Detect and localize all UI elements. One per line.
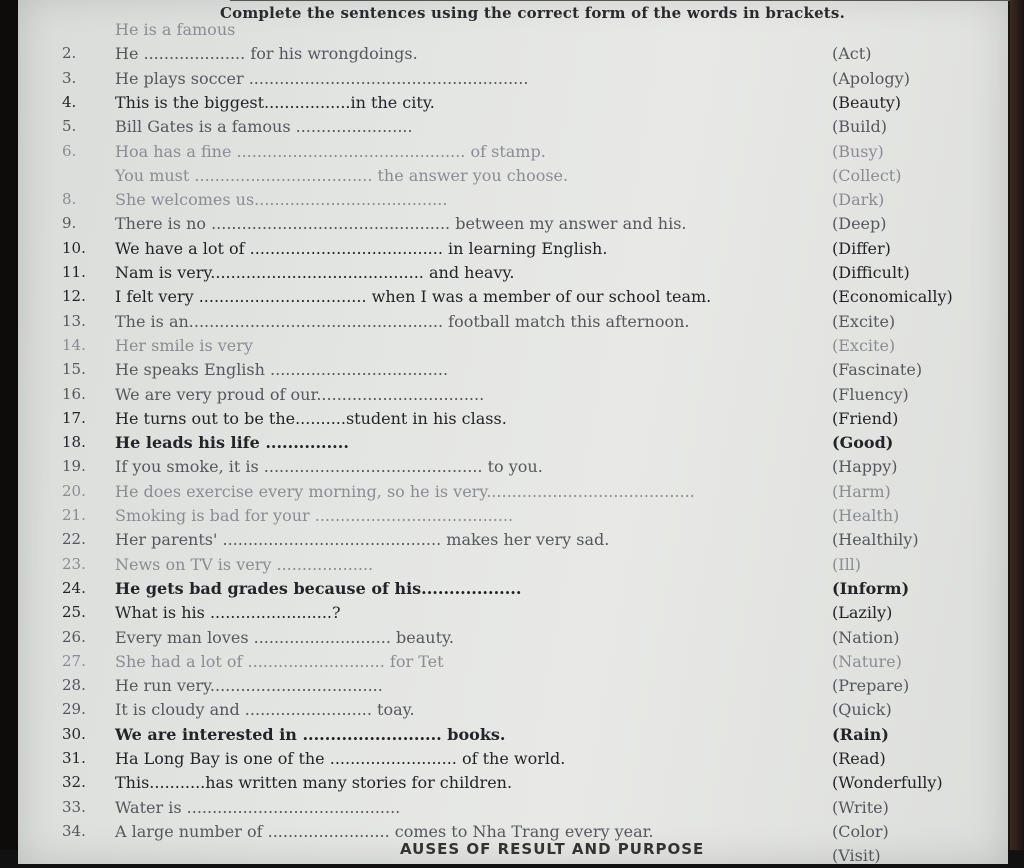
exercise-item (0, 360, 1000, 382)
item-sentence: Nam is very.......................................... and heavy. (115, 263, 515, 282)
item-sentence: The is an.................................................. football match this afternoon. (115, 311, 690, 331)
item-bracket-word: (Good) (832, 433, 894, 453)
item-bracket-word: (Health) (832, 506, 900, 525)
exercise-item (0, 482, 1000, 504)
item-number: 18. (62, 433, 86, 452)
item-number: 27. (62, 651, 86, 670)
item-number: 6. (62, 141, 77, 160)
item-bracket-word: (Nature) (832, 651, 902, 671)
item-sentence: She had a lot of ........................... for Tet (115, 651, 444, 671)
item-bracket-word: (Differ) (832, 238, 891, 258)
item-bracket-word: (Busy) (832, 141, 884, 161)
item-bracket-word: (Excite) (832, 311, 896, 331)
item-bracket-word: (Read) (832, 749, 886, 768)
exercise-item (0, 166, 1000, 188)
section-heading-cut-off: AUSES OF RESULT AND PURPOSE (400, 840, 705, 858)
item-bracket-word: (Happy) (832, 457, 898, 477)
item-sentence: There is no ............................................... between my answer and his. (115, 214, 687, 234)
item-bracket-word: (Economically) (832, 287, 953, 307)
item-sentence: He is a famous (115, 20, 236, 39)
item-bracket-word: (Quick) (832, 700, 892, 720)
item-sentence: We are interested in ......................... books. (115, 724, 506, 744)
exercise-item (0, 652, 1000, 674)
item-bracket-word: (Color) (832, 821, 889, 841)
item-sentence: Her smile is very (115, 335, 253, 355)
item-bracket-word: (Build) (832, 117, 888, 137)
exercise-item (0, 579, 1000, 601)
exercise-item (0, 798, 1000, 820)
item-number: 13. (62, 311, 86, 330)
exercise-item (0, 385, 1000, 407)
item-sentence: She welcomes us...................................... (115, 190, 448, 210)
item-bracket-word: (Deep) (832, 214, 887, 234)
exercise-item (0, 190, 1000, 212)
exercise-item (0, 700, 1000, 722)
item-sentence: He leads his life ............... (115, 433, 349, 453)
exercise-item (0, 142, 1000, 164)
photo-edge-right (1010, 0, 1024, 850)
item-number: 11. (62, 263, 86, 281)
item-number: 24. (62, 578, 86, 597)
item-bracket-word: (Act) (832, 44, 872, 64)
item-sentence: He .................... for his wrongdoings. (115, 44, 418, 64)
item-number: 33. (62, 797, 86, 816)
item-sentence: He gets bad grades because of his.................. (115, 578, 522, 598)
item-sentence: Ha Long Bay is one of the ......................... of the world. (115, 749, 566, 768)
item-bracket-word: (Nation) (832, 627, 900, 647)
exercise-item (0, 749, 1000, 771)
item-number: 12. (62, 287, 86, 306)
item-bracket-word: (Rain) (832, 724, 889, 744)
item-bracket-word: (Friend) (832, 408, 899, 428)
exercise-item (0, 20, 1000, 42)
exercise-item (0, 603, 1000, 625)
item-bracket-word: (Collect) (832, 165, 902, 185)
item-number: 2. (62, 44, 77, 63)
item-sentence: He run very.................................. (115, 676, 383, 696)
item-sentence: This...........has written many stories for children. (115, 773, 513, 793)
item-number: 19. (62, 457, 86, 476)
item-bracket-word: (Difficult) (832, 263, 910, 282)
exercise-item (0, 69, 1000, 91)
exercise-item (0, 239, 1000, 261)
item-bracket-word: (Excite) (832, 335, 896, 355)
exercise-item (0, 433, 1000, 455)
item-bracket-word: (Fascinate) (832, 360, 923, 380)
exercise-item (0, 93, 1000, 115)
item-number: 29. (62, 700, 86, 719)
item-sentence: We are very proud of our................................. (115, 384, 485, 404)
item-sentence: Hoa has a fine ............................................. of stamp. (115, 141, 546, 161)
item-bracket-word: (Beauty) (832, 92, 902, 112)
item-sentence: Bill Gates is a famous ....................... (115, 117, 413, 137)
item-bracket-word: (Fluency) (832, 384, 909, 404)
item-sentence: Smoking is bad for your ....................................... (115, 506, 514, 525)
exercise-item (0, 263, 1000, 285)
item-sentence: It is cloudy and ......................... toay. (115, 700, 415, 720)
item-number: 31. (62, 749, 86, 767)
item-number: 20. (62, 481, 86, 500)
item-bracket-word: (Ill) (832, 554, 862, 574)
item-number: 4. (62, 92, 77, 111)
item-sentence: He does exercise every morning, so he is very......................................... (115, 481, 695, 501)
item-sentence: What is his ........................? (115, 603, 341, 623)
item-number: 34. (62, 821, 86, 840)
item-number: 28. (62, 676, 86, 695)
item-sentence: You must ................................... the answer you choose. (115, 165, 569, 185)
item-bracket-word: (Healthily) (832, 530, 919, 550)
item-sentence: We have a lot of ...................................... in learning English. (115, 238, 608, 258)
item-number: 5. (62, 117, 77, 136)
item-number: 15. (62, 360, 86, 379)
exercise-item (0, 676, 1000, 698)
header-rule (230, 0, 1010, 1)
item-number: 21. (62, 506, 86, 524)
exercise-item (0, 725, 1000, 747)
item-number: 26. (62, 627, 86, 646)
item-sentence: He plays soccer ....................................................... (115, 68, 529, 88)
exercise-item (0, 312, 1000, 334)
item-number: 16. (62, 384, 86, 403)
item-bracket-word: (Apology) (832, 68, 910, 88)
item-bracket-word: (Lazily) (832, 603, 893, 623)
item-sentence: This is the biggest.................in the city. (115, 92, 435, 112)
item-number: 10. (62, 238, 86, 257)
item-sentence: A large number of ........................ comes to Nha Trang every year. (115, 821, 654, 841)
item-sentence: He speaks English ................................... (115, 360, 449, 380)
item-number: 23. (62, 554, 86, 573)
item-number: 32. (62, 773, 86, 792)
item-number: 22. (62, 530, 86, 549)
item-bracket-word: (Inform) (832, 578, 910, 598)
exercise-item (0, 506, 1000, 528)
item-sentence: News on TV is very ................... (115, 554, 374, 574)
item-number: 30. (62, 724, 86, 743)
item-sentence: Water is .......................................... (115, 797, 401, 817)
item-number: 3. (62, 68, 77, 87)
worksheet-title: Complete the sentences using the correct form of the words in brackets. (220, 4, 846, 22)
item-sentence: Her parents' ........................................... makes her very sad. (115, 530, 610, 550)
exercise-item (0, 336, 1000, 358)
exercise-item (0, 530, 1000, 552)
item-sentence: I felt very ................................. when I was a member of our school team. (115, 287, 712, 307)
exercise-item (0, 628, 1000, 650)
exercise-item (0, 773, 1000, 795)
item-sentence: Every man loves ........................... beauty. (115, 627, 455, 647)
item-number: 14. (62, 335, 86, 354)
item-number: 25. (62, 603, 86, 622)
exercise-item (0, 409, 1000, 431)
item-number: 8. (62, 190, 77, 209)
exercise-item (0, 555, 1000, 577)
exercise-item (0, 117, 1000, 139)
item-bracket-word: (Write) (832, 797, 889, 817)
item-number: 17. (62, 408, 86, 427)
item-bracket-word: (Visit) (832, 846, 881, 866)
item-sentence: He turns out to be the..........student in his class. (115, 408, 507, 428)
exercise-item (0, 287, 1000, 309)
item-bracket-word: (Wonderfully) (832, 773, 943, 793)
item-number: 9. (62, 214, 77, 233)
item-sentence: If you smoke, it is ........................................... to you. (115, 457, 543, 477)
exercise-item (0, 214, 1000, 236)
exercise-item (0, 457, 1000, 479)
item-bracket-word: (Harm) (832, 481, 891, 501)
item-bracket-word: (Dark) (832, 190, 885, 210)
item-bracket-word: (Prepare) (832, 676, 910, 696)
exercise-item (0, 44, 1000, 66)
